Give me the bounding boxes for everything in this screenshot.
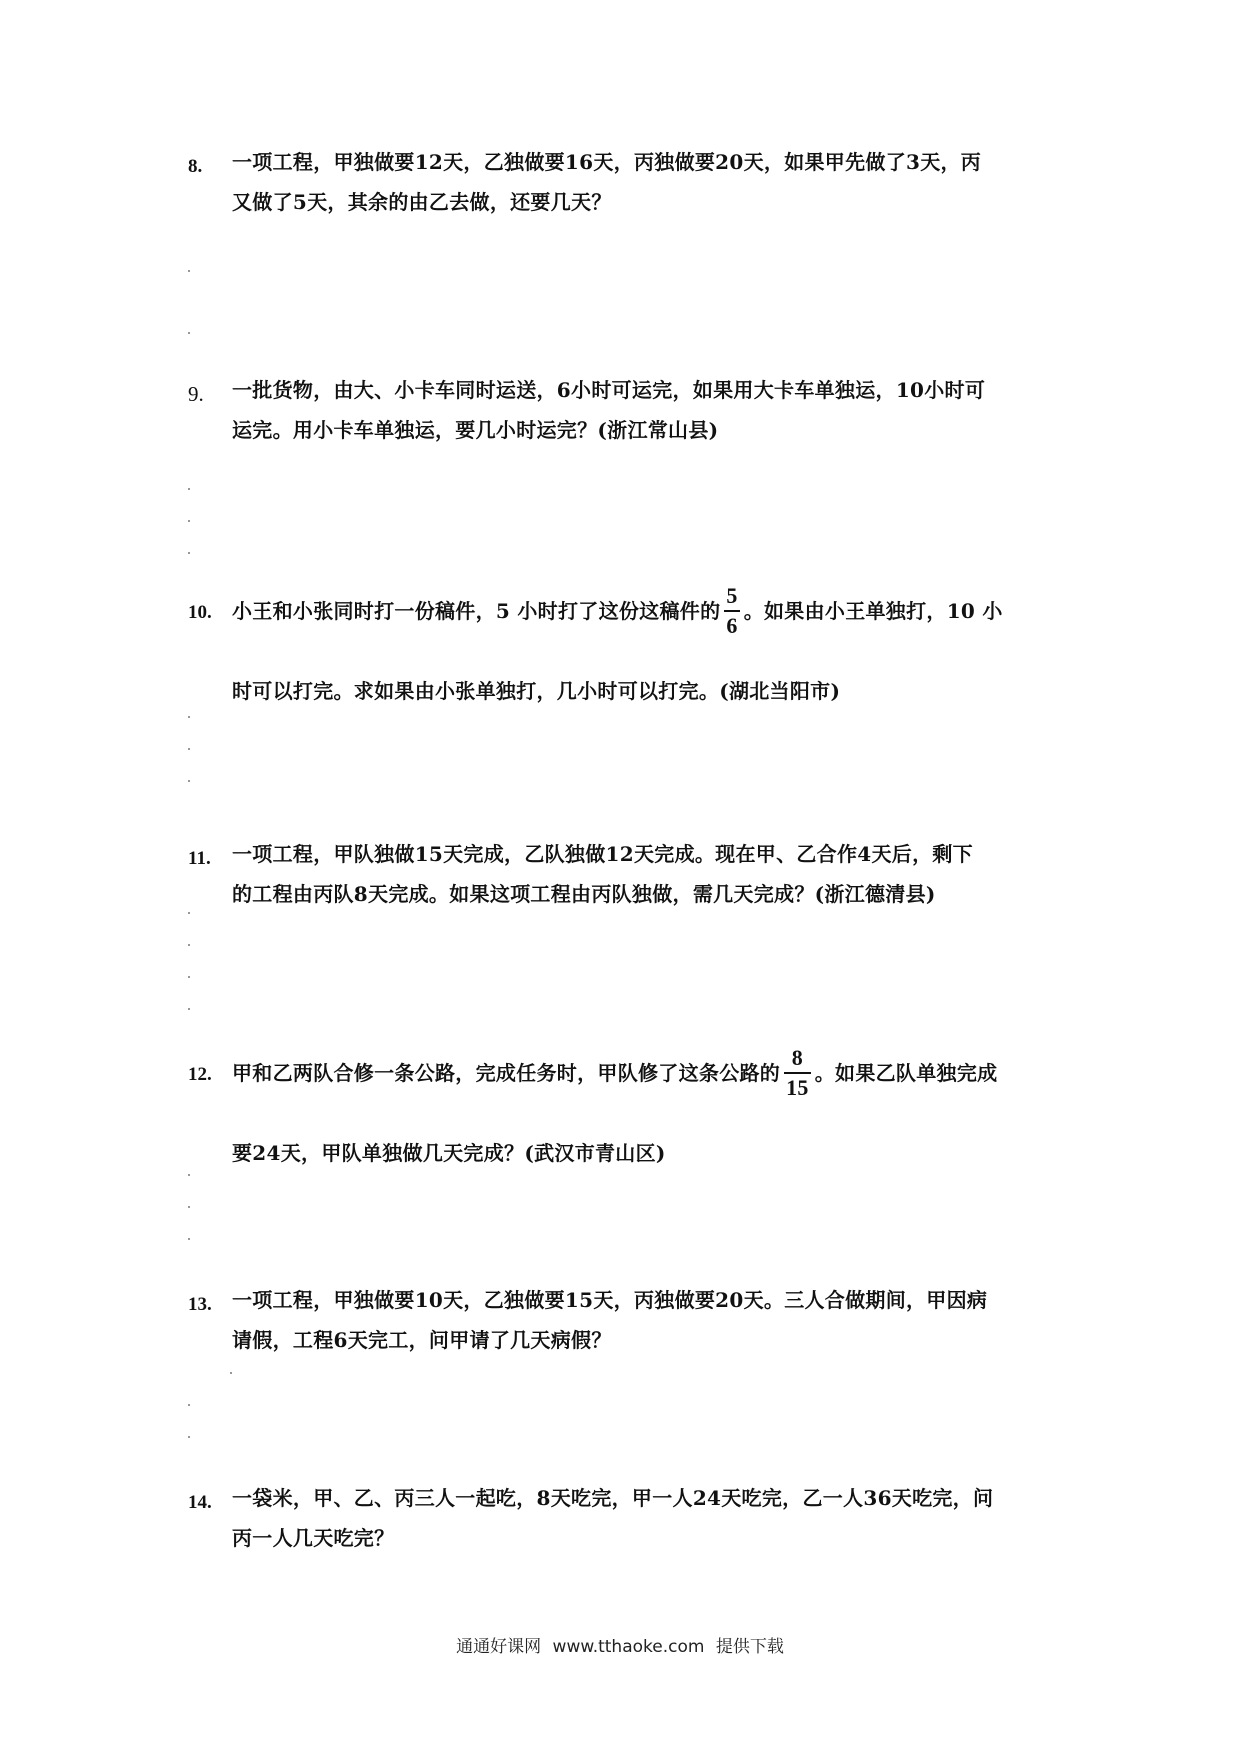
scan-speck (188, 976, 190, 978)
fraction-denominator: 15 (786, 1075, 809, 1100)
fraction-numerator: 5 (726, 583, 738, 608)
footer-url[interactable]: www.tthaoke.com (552, 1637, 705, 1657)
problem-line: 时可以打完。求如果由小张单独打，几小时可以打完。(湖北当阳市) (232, 679, 841, 703)
problem-line: 一项工程，甲队独做15天完成，乙队独做12天完成。现在甲、乙合作4天后，剩下 (232, 842, 973, 866)
scan-speck (188, 1436, 190, 1438)
fraction-denominator: 6 (726, 613, 738, 638)
problem-line: 一批货物，由大、小卡车同时运送，6小时可运完，如果用大卡车单独运，10小时可 (232, 378, 986, 402)
scan-speck (188, 270, 190, 272)
scan-speck (188, 1008, 190, 1010)
scan-speck (188, 912, 190, 914)
scan-speck (188, 332, 190, 334)
scan-speck (188, 1238, 190, 1240)
problem-text (232, 1042, 1068, 1168)
problem-number: 14. (188, 1492, 212, 1513)
fraction (724, 583, 739, 639)
problem-line (232, 1042, 1068, 1104)
scan-speck (188, 780, 190, 782)
problem-line: 一项工程，甲独做要10天，乙独做要15天，丙独做要20天。三人合做期间，甲因病 (232, 1288, 988, 1312)
problem-number: 12. (188, 1064, 212, 1085)
scan-speck (188, 1174, 190, 1176)
problem-line: 请假，工程6天完工，问甲请了几天病假？ (232, 1328, 612, 1352)
scan-speck (188, 716, 190, 718)
problem-line (232, 580, 1068, 642)
scan-speck (230, 1372, 232, 1374)
problem-text-segment: 甲和乙两队合修一条公路，完成任务时，甲队修了这条公路的 (232, 1061, 781, 1085)
problem-line: 运完。用小卡车单独运，要几小时运完？(浙江常山县) (232, 418, 719, 442)
problem-number: 10. (188, 602, 212, 623)
problem-line: 要24天，甲队单独做几天完成？(武汉市青山区) (232, 1141, 666, 1165)
problem-text-segment: 。如果由小王单独打，10 小 (743, 599, 1003, 623)
problem-number: 8. (188, 156, 203, 177)
problem-text (232, 370, 1068, 450)
problem-text (232, 1478, 1068, 1558)
footer-site-name: 通通好课网 (456, 1637, 542, 1657)
scan-speck (188, 488, 190, 490)
scan-speck (188, 520, 190, 522)
problem-text (232, 834, 1068, 914)
fraction (784, 1045, 811, 1101)
scan-speck (188, 1206, 190, 1208)
fraction-bar (784, 1072, 811, 1074)
problem-text-segment: 。如果乙队单独完成 (814, 1061, 998, 1085)
scan-speck (188, 748, 190, 750)
problem-line: 丙一人几天吃完？ (232, 1526, 395, 1550)
problem-text-segment: 小王和小张同时打一份稿件，5 小时打了这份这稿件的 (232, 599, 721, 623)
problem-line: 的工程由丙队8天完成。如果这项工程由丙队独做，需几天完成？(浙江德清县) (232, 882, 936, 906)
problem-line: 又做了5天，其余的由乙去做，还要几天？ (232, 190, 612, 214)
footer-note: 提供下载 (715, 1637, 784, 1657)
scan-speck (188, 944, 190, 946)
fraction-bar (724, 610, 739, 612)
problem-number: 11. (188, 848, 211, 869)
problem-text (232, 1280, 1068, 1360)
fraction-numerator: 8 (791, 1045, 804, 1070)
scan-speck (188, 1404, 190, 1406)
problem-text (232, 580, 1068, 706)
page-footer (0, 1632, 1240, 1657)
problem-text (232, 142, 1068, 222)
problem-number: 9. (188, 382, 204, 406)
problem-line: 一袋米，甲、乙、丙三人一起吃，8天吃完，甲一人24天吃完，乙一人36天吃完，问 (232, 1486, 994, 1510)
problem-number: 13. (188, 1294, 212, 1315)
problem-line: 一项工程，甲独做要12天，乙独做要16天，丙独做要20天，如果甲先做了3天，丙 (232, 150, 982, 174)
scan-speck (188, 552, 190, 554)
